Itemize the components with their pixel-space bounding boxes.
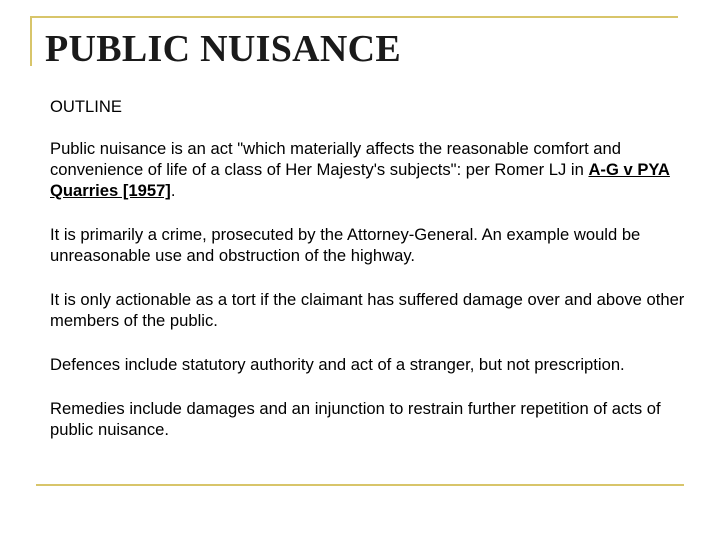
case-citation-link[interactable]: A-G v PYA Quarries [1957] xyxy=(50,160,670,200)
tort-paragraph: It is only actionable as a tort if the claimant has suffered damage over and above other members of the public. xyxy=(50,290,685,330)
top-border-rule xyxy=(30,16,678,18)
definition-text: Public nuisance is an act "which materially affects the reasonable comfort and convenience of life of a class of Her Majesty's subjects": per Romer LJ in xyxy=(50,139,621,179)
outline-heading: OUTLINE xyxy=(50,97,122,116)
bottom-border-rule xyxy=(36,484,684,486)
crime-paragraph: It is primarily a crime, prosecuted by the Attorney-General. An example would be unreasonable use and obstruction of the highway. xyxy=(50,225,641,265)
left-border-rule xyxy=(30,16,32,66)
slide-title: PUBLIC NUISANCE xyxy=(45,28,402,70)
defences-paragraph: Defences include statutory authority and act of a stranger, but not prescription. xyxy=(50,355,625,374)
remedies-paragraph: Remedies include damages and an injunction to restrain further repetition of acts of public nuisance. xyxy=(50,399,661,439)
definition-text-end: . xyxy=(170,181,176,200)
slide-body xyxy=(50,96,690,463)
definition-paragraph xyxy=(50,138,690,201)
